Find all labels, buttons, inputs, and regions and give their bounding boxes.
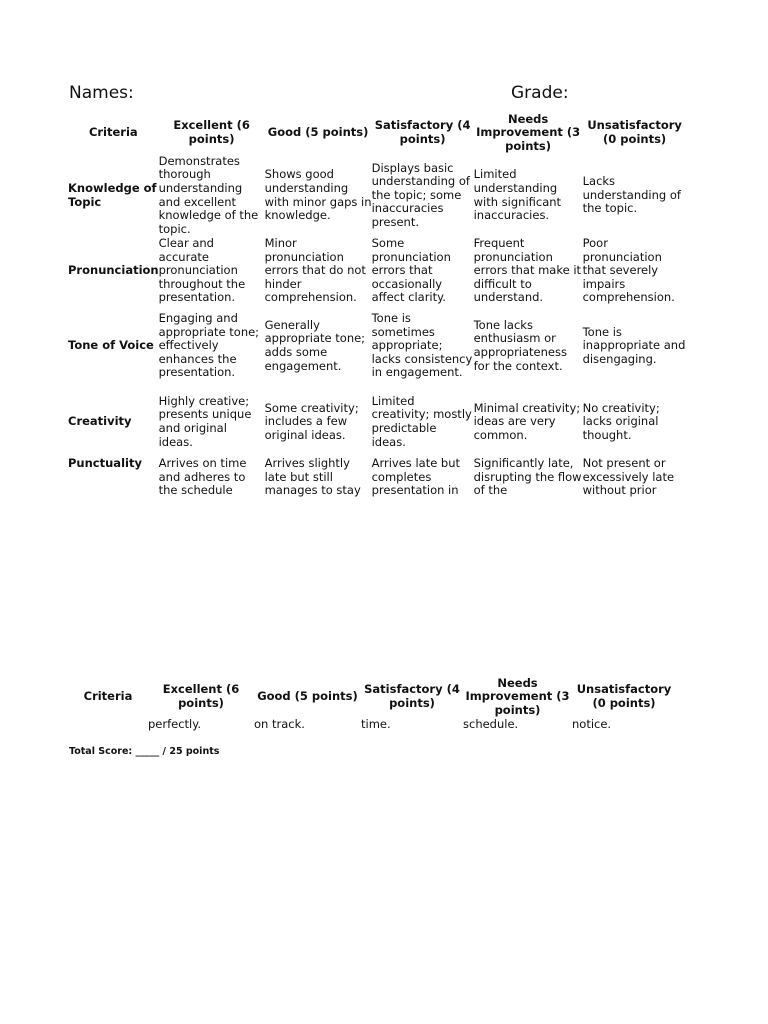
rubric-cell: Not present or excessively late without prior (582, 456, 675, 498)
table-row (68, 237, 687, 305)
table-row (68, 457, 687, 501)
rubric-cell: Generally appropriate tone; adds some engagement. (264, 317, 366, 373)
header-unsatisfactory: Unsatisfactory (0 points) (576, 682, 672, 710)
rubric-cell: on track. (254, 717, 305, 731)
rubric-table (68, 112, 687, 501)
rubric-cell: Demonstrates thorough understanding and excellent knowledge of the topic. (158, 153, 259, 236)
rubric-cell: Arrives slightly late but still manages to stay (264, 456, 361, 498)
criterion-label: Knowledge of Topic (68, 180, 157, 209)
rubric-cell: Significantly late, disrupting the flow of the (473, 456, 582, 498)
rubric-cell: No creativity; lacks original thought. (582, 400, 660, 442)
criterion-label: Creativity (68, 414, 132, 429)
rubric-table-continued (68, 676, 676, 734)
total-score: Total Score: _____ / 25 points (69, 746, 220, 757)
criterion-label-empty (68, 718, 148, 734)
header-unsatisfactory: Unsatisfactory (0 points) (587, 118, 682, 146)
rubric-cell: notice. (572, 717, 612, 731)
rubric-cell: Some pronunciation errors that occasionally affect clarity. (371, 236, 451, 305)
grade-label: Grade: (511, 83, 569, 103)
criterion-label: Pronunciation (68, 263, 159, 278)
rubric-cell: Frequent pronunciation errors that make it difficult to understand. (473, 236, 582, 305)
rubric-cell: Clear and accurate pronunciation throughout the presentation. (158, 236, 246, 305)
header-satisfactory: Satisfactory (4 points) (374, 118, 471, 146)
table-row (68, 154, 687, 237)
header-excellent: Excellent (6 points) (162, 682, 240, 710)
rubric-cell: Displays basic understanding of the topic; some inaccuracies present. (371, 160, 470, 229)
rubric-cell: time. (361, 717, 391, 731)
header-needs-improvement: Needs Improvement (3 points) (476, 111, 581, 153)
rubric-cell: Minor pronunciation errors that do not hinder comprehension. (264, 236, 366, 305)
header-excellent: Excellent (6 points) (173, 118, 250, 146)
table-row (68, 718, 676, 734)
rubric-cell: Highly creative; presents unique and original ideas. (158, 393, 252, 449)
header-criteria: Criteria (83, 689, 133, 704)
rubric-cell: Arrives late but completes presentation in (371, 456, 461, 498)
rubric-cell: Tone is inappropriate and disengaging. (582, 324, 686, 366)
rubric-cell: Limited understanding with significant inaccuracies. (473, 167, 562, 223)
rubric-cell: Tone is sometimes appropriate; lacks consistency in engagement. (371, 311, 473, 380)
rubric-cell: Shows good understanding with minor gaps in knowledge. (264, 167, 372, 223)
rubric-header-row-repeat (68, 676, 676, 718)
rubric-cell: Poor pronunciation that severely impairs comprehension. (582, 236, 675, 305)
rubric-cell: Tone lacks enthusiasm or appropriateness for the context. (473, 317, 567, 373)
header-needs-improvement: Needs Improvement (3 points) (465, 675, 570, 717)
criterion-label: Tone of Voice (68, 338, 154, 353)
rubric-cell: Lacks understanding of the topic. (582, 174, 681, 216)
rubric-header-row (68, 112, 687, 154)
rubric-cell: schedule. (463, 717, 519, 731)
header-good: Good (5 points) (257, 689, 358, 704)
names-label: Names: (69, 83, 134, 103)
header-criteria: Criteria (88, 125, 138, 140)
table-row (68, 387, 687, 457)
criterion-label: Punctuality (68, 456, 142, 470)
rubric-cell: Some creativity; includes a few original ideas. (264, 400, 359, 442)
rubric-cell: perfectly. (148, 717, 202, 731)
header-good: Good (5 points) (267, 125, 369, 140)
rubric-cell: Engaging and appropriate tone; effectively enhances the presentation. (158, 311, 260, 380)
rubric-cell: Arrives on time and adheres to the schedule (158, 456, 247, 498)
rubric-cell: Limited creativity; mostly predictable ideas. (371, 393, 472, 449)
header-satisfactory: Satisfactory (4 points) (364, 682, 460, 710)
table-row (68, 305, 687, 387)
rubric-cell: Minimal creativity; ideas are very common. (473, 400, 581, 442)
